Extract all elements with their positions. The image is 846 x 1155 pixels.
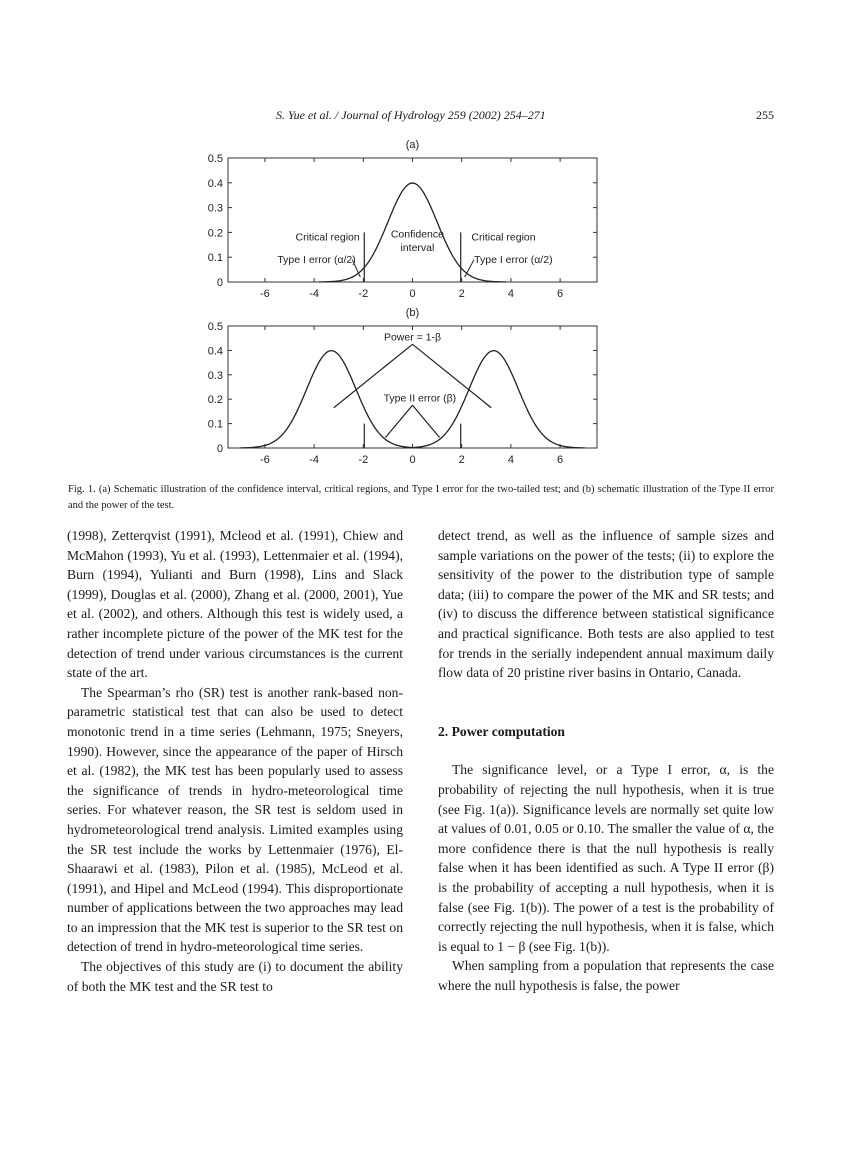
figure-1-plots [190, 130, 610, 475]
pointer-line [413, 405, 440, 437]
chart-annotation: Critical region [471, 231, 536, 244]
chart-annotation: Critical region [295, 231, 360, 244]
x-tick-label: -4 [309, 288, 319, 300]
running-head [0, 108, 846, 126]
x-tick-label: -6 [260, 288, 270, 300]
right-column [438, 526, 774, 995]
y-tick-label: 0.1 [207, 252, 223, 265]
y-tick-label: 0.3 [207, 202, 223, 215]
left-column [67, 526, 403, 996]
section-heading: 2. Power computation [438, 723, 565, 739]
paragraph: (1998), Zetterqvist (1991), Mcleod et al. (1991), Chiew and McMahon (1993), Yu et al. (1993), Lettenmaier et al. (1994), Burn (1994), Yulianti and Burn (1998), Lins and Slack (1999), Douglas et al. (2000), Zhang et al. (2000, 2001), Yue et al. (2002), and others. Although this test is widely used, a rather incomplete picture of the power of the MK test for the detection of trend under various circumstances is the current state of the art. [67, 528, 403, 681]
chart-annotation: Type I error (α/2) [277, 253, 356, 266]
y-tick-label: 0.5 [207, 321, 223, 333]
panel-label: (b) [405, 307, 420, 319]
page-number: 255 [756, 108, 774, 122]
plot-frame [228, 326, 597, 448]
y-tick-label: 0.4 [207, 345, 223, 358]
y-tick-label: 0.3 [207, 369, 223, 382]
paragraph: detect trend, as well as the influence of sample sizes and sample variations on the power of the tests; (ii) to explore the sensitivity of the power to the distribution type of sample data; (iii) to compare the power of the MK and SR tests; and (iv) to discuss the difference between statistical significance and practical significance. Both tests are also applied to test for trends in the serially independent annual maximum daily flow data of 20 pristine river basins in Ontario, Canada. [438, 528, 774, 681]
chart-annotation: Power = 1-β [383, 331, 442, 344]
x-tick-label: 4 [507, 454, 514, 466]
journal-citation: S. Yue et al. / Journal of Hydrology 259 (2002) 254–271 [276, 108, 546, 122]
paragraph: The objectives of this study are (i) to document the ability of both the MK test and the SR test to [67, 959, 403, 994]
chart-annotation: Confidence [390, 228, 444, 241]
y-tick-label: 0.2 [207, 394, 223, 407]
x-tick-label: 6 [557, 454, 564, 466]
paragraph: The Spearman’s rho (SR) test is another rank-based non-parametric statistical test that can also be used to detect monotonic trend in a time series (Lehmann, 1975; Sneyers, 1990). However, since the appearance of the paper of Hirsch et al. (1982), the MK test has been popularly used to assess the significance of trends in hydro-meteorological time series. For whatever reason, the SR test is seldom used in hydrometeorological trend analysis. Limited examples using the SR test include the works by Lettenmaier (1976), El-Shaarawi et al. (1983), Pilon et al. (1985), McLeod et al. (1991), and Hipel and McLeod (1994). This disproportionate number of applications between the two approaches may lead to an impression that the MK test is superior to the SR test on detection of trend in hydro-meteorological time series. [67, 684, 403, 955]
chart-annotation: Type I error (α/2) [474, 253, 553, 266]
figure-1 [190, 130, 610, 475]
figure-caption: Fig. 1. (a) Schematic illustration of the confidence interval, critical regions, and Type I error for the two-tailed test; and (b) schematic illustration of the Type II error and the power of the test. [68, 484, 774, 511]
x-tick-label: -2 [358, 288, 369, 300]
chart-annotation: Type II error (β) [383, 392, 457, 405]
y-tick-label: 0 [216, 443, 223, 455]
x-tick-label: -6 [260, 454, 270, 466]
x-tick-label: 4 [507, 288, 514, 300]
x-tick-label: 0 [409, 288, 416, 300]
pointer-line [385, 405, 412, 437]
x-tick-label: 2 [458, 454, 465, 466]
y-tick-label: 0.4 [207, 177, 223, 190]
x-tick-label: 6 [557, 288, 564, 300]
y-tick-label: 0.5 [207, 153, 223, 165]
x-tick-label: -4 [309, 454, 319, 466]
paragraph: The significance level, or a Type I error, α, is the probability of rejecting the null hypothesis, when it is true (see Fig. 1(a)). Significance levels are normally set quite low at values of 0.01, 0.05 or 0.10. The smaller the value of α, the more confidence there is that the null hypothesis is really false when it has been identified as such. A Type II error (β) is the probability of accepting a null hypothesis, when it is false (see Fig. 1(b)). The power of a test is the probability of correctly rejecting the null hypothesis, when it is false, which is equal to 1 − β (see Fig. 1(b)). [438, 762, 774, 954]
x-tick-label: 0 [409, 454, 416, 466]
x-tick-label: -2 [358, 454, 369, 466]
y-tick-label: 0.1 [207, 418, 223, 431]
chart-annotation: interval [400, 242, 435, 254]
x-tick-label: 2 [458, 288, 465, 300]
paragraph: When sampling from a population that represents the case where the null hypothesis is false, the power [438, 958, 774, 993]
y-tick-label: 0.2 [207, 227, 223, 240]
y-tick-label: 0 [216, 277, 223, 289]
panel-label: (a) [405, 139, 420, 151]
